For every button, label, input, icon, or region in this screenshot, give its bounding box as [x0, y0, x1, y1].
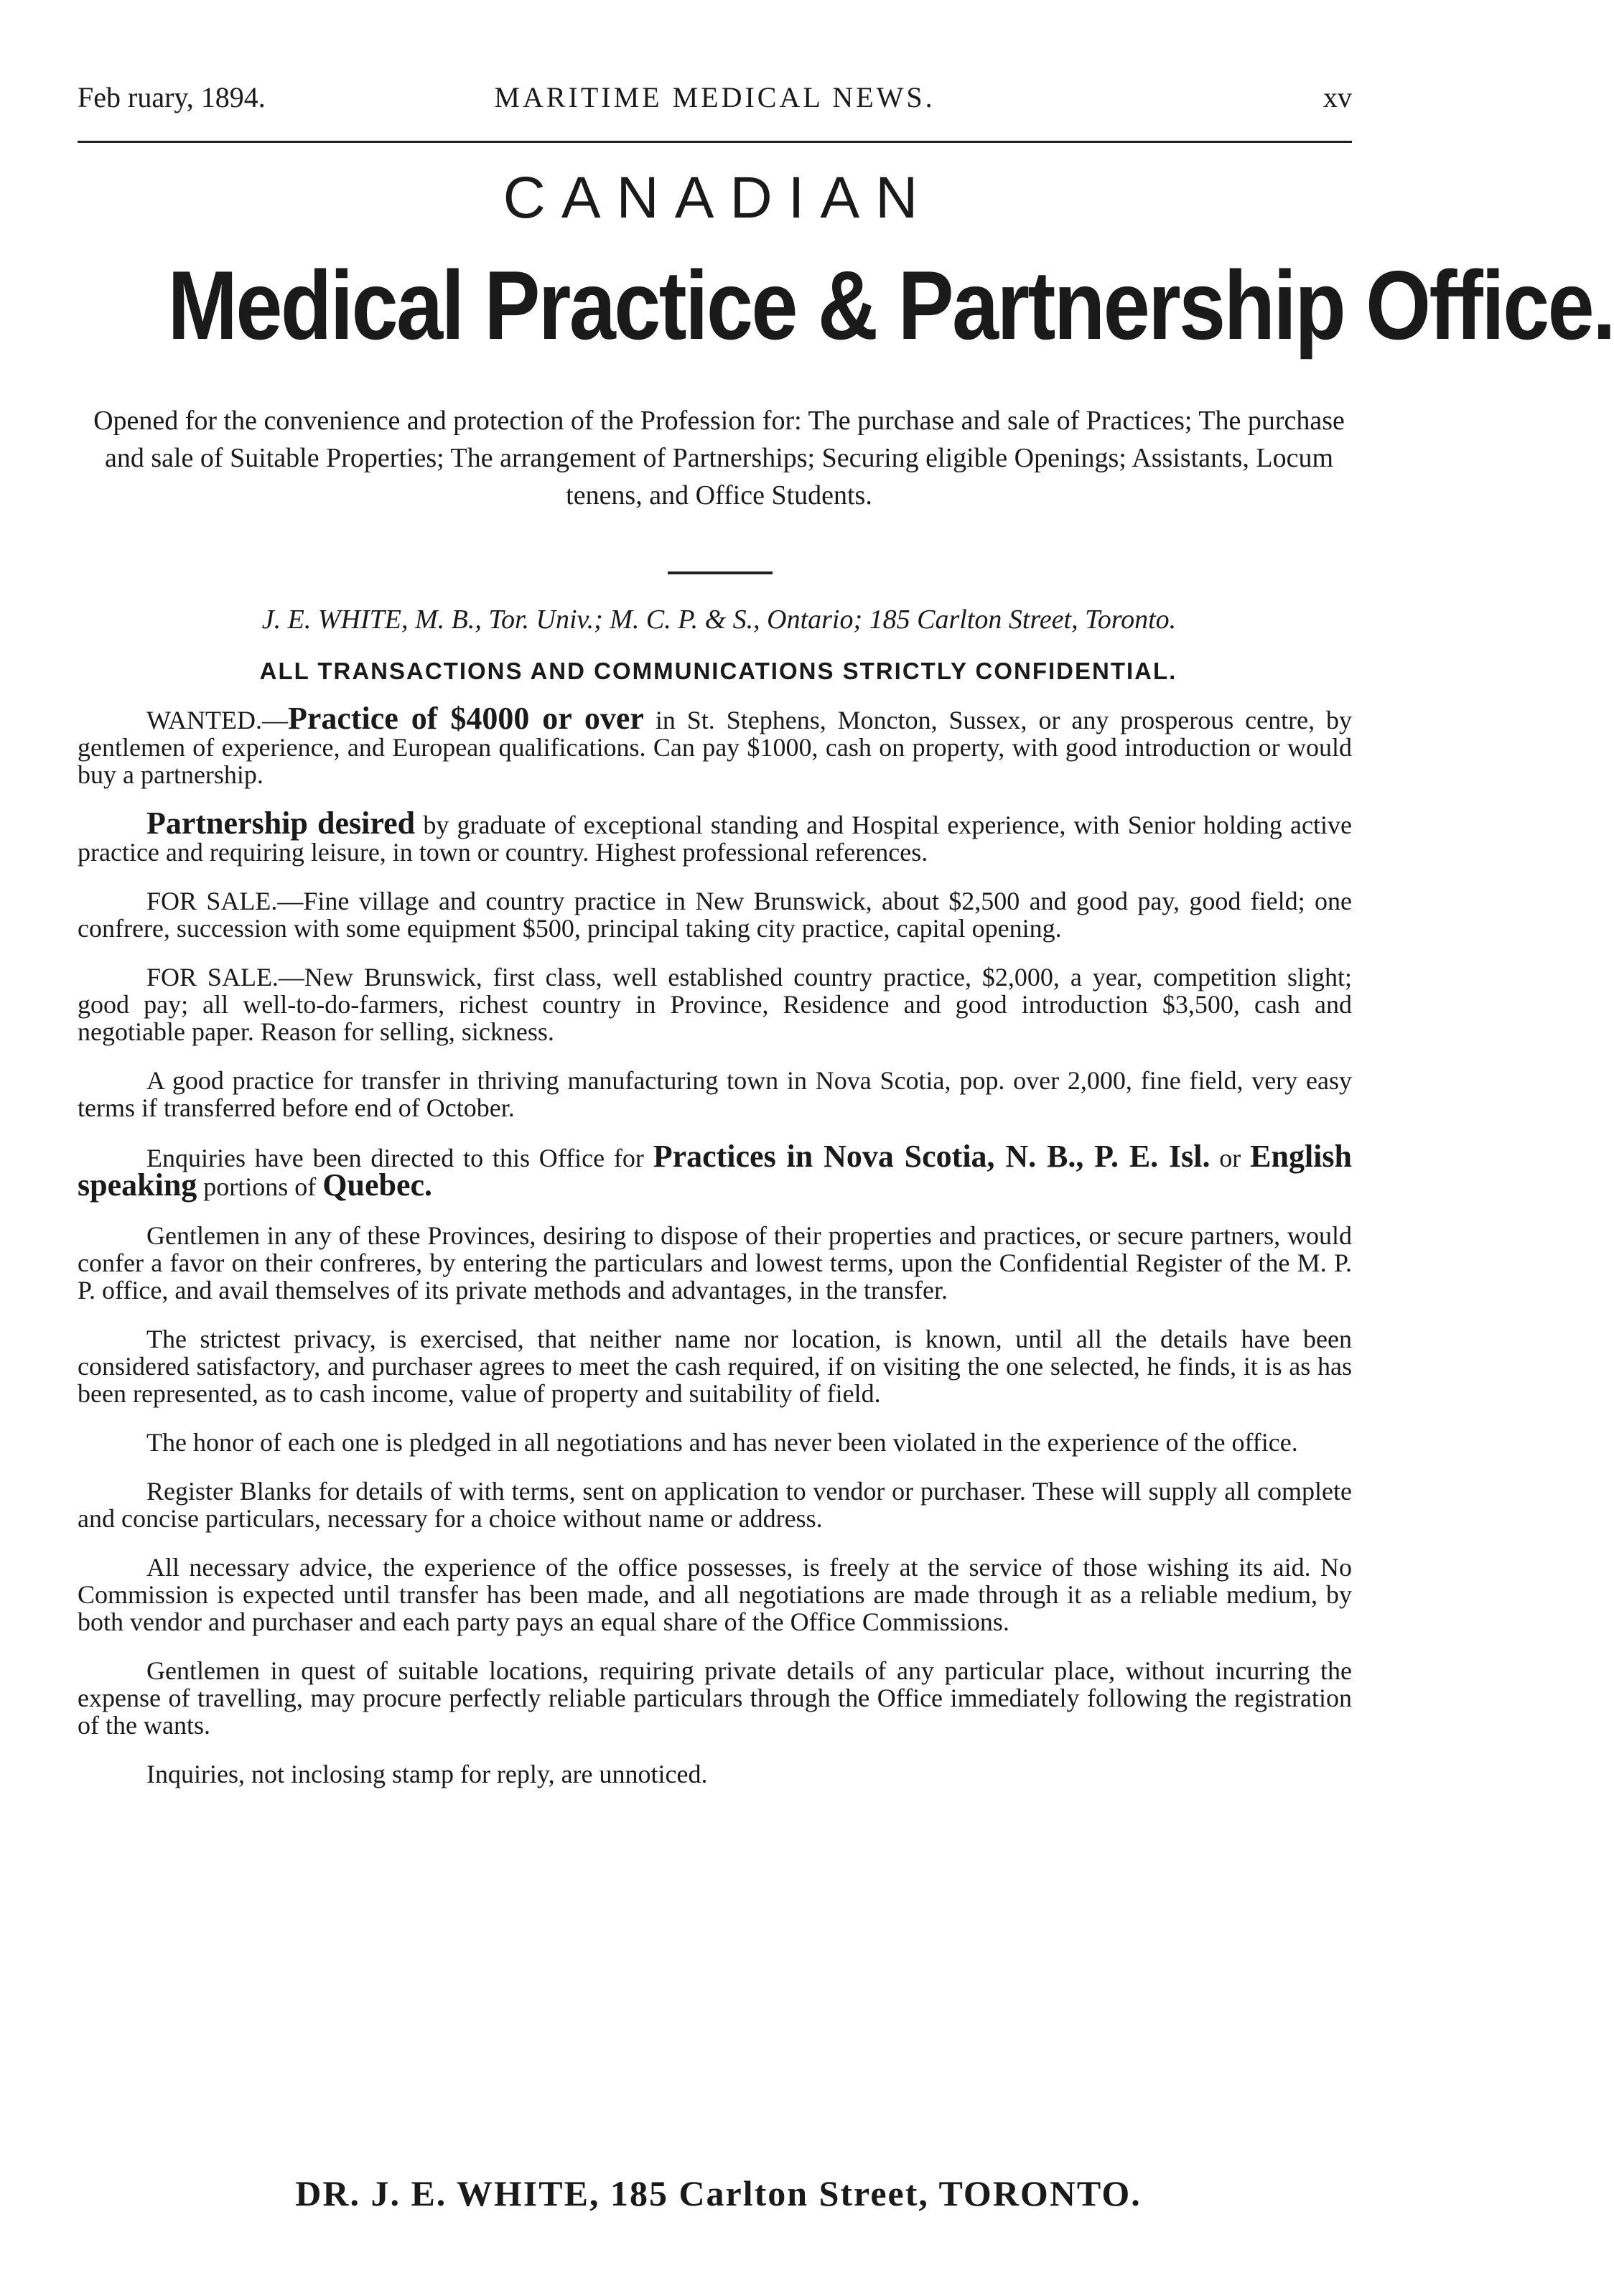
signature-line: DR. J. E. WHITE, 185 Carlton Street, TORONTO.: [295, 2173, 1142, 2213]
header-rule: [78, 141, 1352, 143]
enquiries-provinces: Practices in Nova Scotia, N. B., P. E. Isl.: [653, 1139, 1210, 1174]
proprietor-address: J. E. WHITE, M. B., Tor. Univ.; M. C. P. & S., Ontario; 185 Carlton Street, Toronto.: [261, 605, 1177, 635]
enquiries-mid: or: [1210, 1144, 1251, 1172]
advertisement-body: [78, 701, 1352, 1809]
enquiries-tail: portions of: [197, 1172, 323, 1201]
intro-paragraph: Opened for the convenience and protection of the Profession for: The purchase and sale of Practices; The purchase and sale of Suitable Properties; The arrangement of Partnerships; Securing eligible Openings; Assistants, Locum tenens, and Office Students.: [93, 406, 1345, 510]
ornamental-rule: [668, 571, 773, 574]
partnership-ad: [78, 806, 1352, 867]
nova-scotia-ad: A good practice for transfer in thriving manufacturing town in Nova Scotia, pop. over 2,000, fine field, very easy terms if transferred before end of October.: [78, 1066, 1352, 1122]
body-paragraph: The strictest privacy, is exercised, that neither name nor location, is known, until all the details have been considered satisfactory, and purchaser agrees to meet the cash required, if on visiting the one selected, he finds, it is as has been represented, as to cash income, value of property and suitability of field.: [78, 1325, 1352, 1408]
issue-date: Feb ruary, 1894.: [78, 81, 266, 113]
body-paragraph: All necessary advice, the experience of the office possesses, is freely at the service of those wishing its aid. No Commission is expected until transfer has been made, and all negotiations are made through it as a reliable medium, by both vendor and purchaser and each party pays an equal share of the Office Commissions.: [78, 1553, 1352, 1636]
enquiries-quebec: Quebec.: [322, 1167, 433, 1203]
partnership-text: by graduate of exceptional standing and Hospital experience, with Senior holding active practice and requiring leisure, in town or country. Highest professional references.: [78, 811, 1352, 867]
wanted-text: in St. Stephens, Moncton, Sussex, or any prosperous centre, by gentlemen of experience, and European qualifications. Can pay $1000, cash on property, with good introduction or would buy a partnership.: [78, 706, 1352, 789]
wanted-ad: [78, 701, 1352, 789]
wanted-headline: Practice of $4000 or over: [287, 701, 644, 736]
enquiries-paragraph: [78, 1139, 1352, 1203]
page-number: xv: [1323, 81, 1352, 113]
title-main: Medical Practice & Partnership Office.: [167, 251, 1614, 360]
confidential-notice: ALL TRANSACTIONS AND COMMUNICATIONS STRICTLY CONFIDENTIAL.: [259, 658, 1177, 684]
body-paragraph: The honor of each one is pledged in all negotiations and has never been violated in the experience of the office.: [146, 1428, 1298, 1457]
title-canadian: CANADIAN: [503, 165, 934, 230]
journal-title: MARITIME MEDICAL NEWS.: [494, 81, 936, 113]
body-paragraph: Gentlemen in quest of suitable locations, requiring private details of any particular place, without incurring the expense of travelling, may procure perfectly reliable particulars through the Office immediately following the registration of the wants.: [78, 1656, 1352, 1740]
for-sale-ad-1: FOR SALE.—Fine village and country practice in New Brunswick, about $2,500 and good pay, good field; one confrere, succession with some equipment $500, principal taking city practice, capital opening.: [78, 887, 1352, 943]
wanted-lead: WANTED.—: [146, 706, 288, 734]
enquiries-english: English speaking: [78, 1139, 1352, 1203]
body-paragraph: Gentlemen in any of these Provinces, desiring to dispose of their properties and practices, or secure partners, would confer a favor on their confreres, by entering the particulars and lowest terms, upon the Confidential Register of the M. P. P. office, and avail themselves of its private methods and advantages, in the transfer.: [78, 1221, 1352, 1305]
partnership-headline: Partnership desired: [146, 806, 416, 841]
running-head: [78, 76, 1352, 119]
body-paragraph: Register Blanks for details of with terms, sent on application to vendor or purchaser. These will supply all complete and concise particulars, necessary for a choice without name or address.: [78, 1477, 1352, 1533]
enquiries-lead: Enquiries have been directed to this Office for: [146, 1144, 653, 1172]
for-sale-ad-2: FOR SALE.—New Brunswick, first class, well established country practice, $2,000, a year, competition slight; good pay; all well-to-do-farmers, richest country in Province, Residence and good introduction $3,500, cash and negotiable paper. Reason for selling, sickness.: [78, 963, 1352, 1046]
body-paragraph: Inquiries, not inclosing stamp for reply, are unnoticed.: [146, 1760, 708, 1788]
